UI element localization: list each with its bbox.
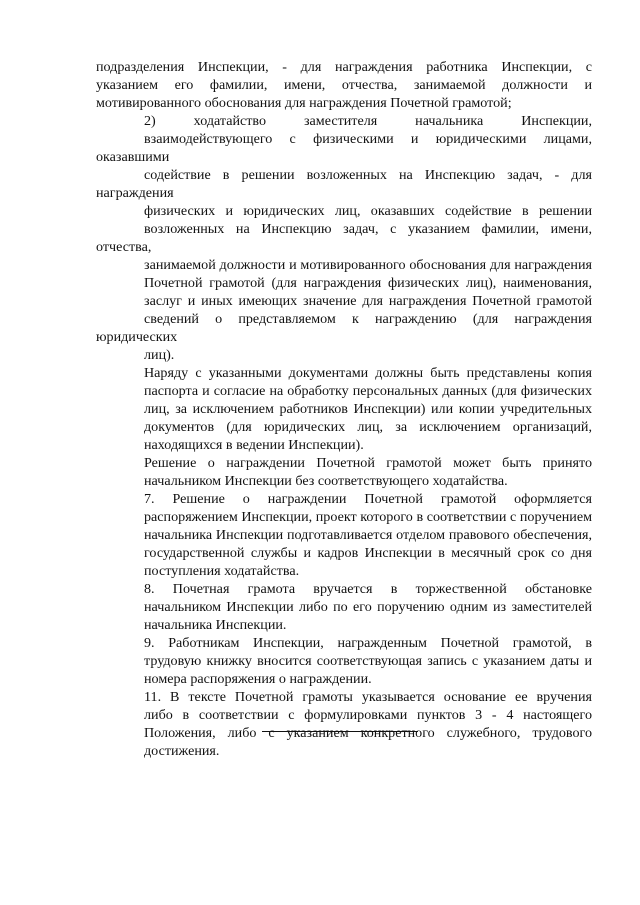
text-line: находящихся в ведении Инспекции). xyxy=(144,437,364,453)
text-line: взаимодействующего с физическими и юридическими лицами, оказавшими xyxy=(96,131,592,165)
text-line: документов (для юридических лиц, за исключением организаций, xyxy=(144,419,592,435)
text-line: мотивированного обоснования для награждения Почетной грамотой; xyxy=(96,95,512,111)
text-line: начальника Инспекции. xyxy=(144,617,287,633)
text-line: Наряду с указанными документами должны быть представлены копия xyxy=(144,365,592,381)
text-line: занимаемой должности и мотивированного обоснования для награждения xyxy=(144,257,592,273)
document-body xyxy=(96,58,592,760)
text-line: Положения, либо с указанием конкретного служебного, трудового xyxy=(144,725,592,741)
text-line: 7. Решение о награждении Почетной грамотой оформляется xyxy=(144,491,592,507)
text-line: паспорта и согласие на обработку персональных данных (для физических xyxy=(144,383,592,399)
paragraph-p4 xyxy=(96,490,592,580)
text-line: физических и юридических лиц, оказавших содействие в решении xyxy=(144,203,592,219)
text-line: распоряжением Инспекции, проект которого в соответствии с поручением xyxy=(144,509,592,525)
text-line: 2) ходатайство заместителя начальника Инспекции, xyxy=(144,113,592,129)
text-line: лиц, за исключением работников Инспекции) или копии учредительных xyxy=(144,401,592,417)
text-line: подразделения Инспекции, - для награждения работника Инспекции, с xyxy=(96,59,592,75)
text-line: содействие в решении возложенных на Инспекцию задач, - для награждения xyxy=(96,167,592,201)
paragraph-p3 xyxy=(96,454,592,490)
paragraph-p5 xyxy=(96,580,592,634)
paragraph-p1 xyxy=(96,112,592,364)
paragraph-p2 xyxy=(96,364,592,454)
paragraph-p0 xyxy=(96,58,592,112)
text-line: начальником Инспекции без соответствующего ходатайства. xyxy=(144,473,508,489)
text-line: лиц). xyxy=(144,347,175,363)
text-line: поступления ходатайства. xyxy=(144,563,300,579)
text-line: либо в соответствии с формулировками пунктов 3 - 4 настоящего xyxy=(144,707,592,723)
text-line: Почетной грамотой (для награждения физических лиц), наименования, xyxy=(144,275,592,291)
text-line: заслуг и иных имеющих значение для награждения Почетной грамотой xyxy=(144,293,592,309)
paragraph-p7 xyxy=(96,688,592,760)
text-line: начальника Инспекции подготавливается отделом правового обеспечения, xyxy=(144,527,592,543)
text-line: 9. Работникам Инспекции, награжденным Почетной грамотой, в xyxy=(144,635,592,651)
text-line: Решение о награждении Почетной грамотой может быть принято xyxy=(144,455,592,471)
text-line: возложенных на Инспекцию задач, с указанием фамилии, имени, отчества, xyxy=(96,221,592,255)
text-line: государственной службы и кадров Инспекции в месячный срок со дня xyxy=(144,545,592,561)
text-line: номера распоряжения о награждении. xyxy=(144,671,372,687)
text-line: 8. Почетная грамота вручается в торжественной обстановке xyxy=(144,581,592,597)
text-line: сведений о представляемом к награждению (для награждения юридических xyxy=(96,311,592,345)
text-line: достижения. xyxy=(144,743,220,759)
text-line: 11. В тексте Почетной грамоты указывается основание ее вручения xyxy=(144,689,592,705)
text-line: начальником Инспекции либо по его поручению одним из заместителей xyxy=(144,599,592,615)
text-line: трудовую книжку вносится соответствующая запись с указанием даты и xyxy=(144,653,592,669)
end-divider-line xyxy=(262,731,418,732)
text-line: указанием его фамилии, имени, отчества, занимаемой должности и xyxy=(96,77,592,93)
paragraph-p6 xyxy=(96,634,592,688)
